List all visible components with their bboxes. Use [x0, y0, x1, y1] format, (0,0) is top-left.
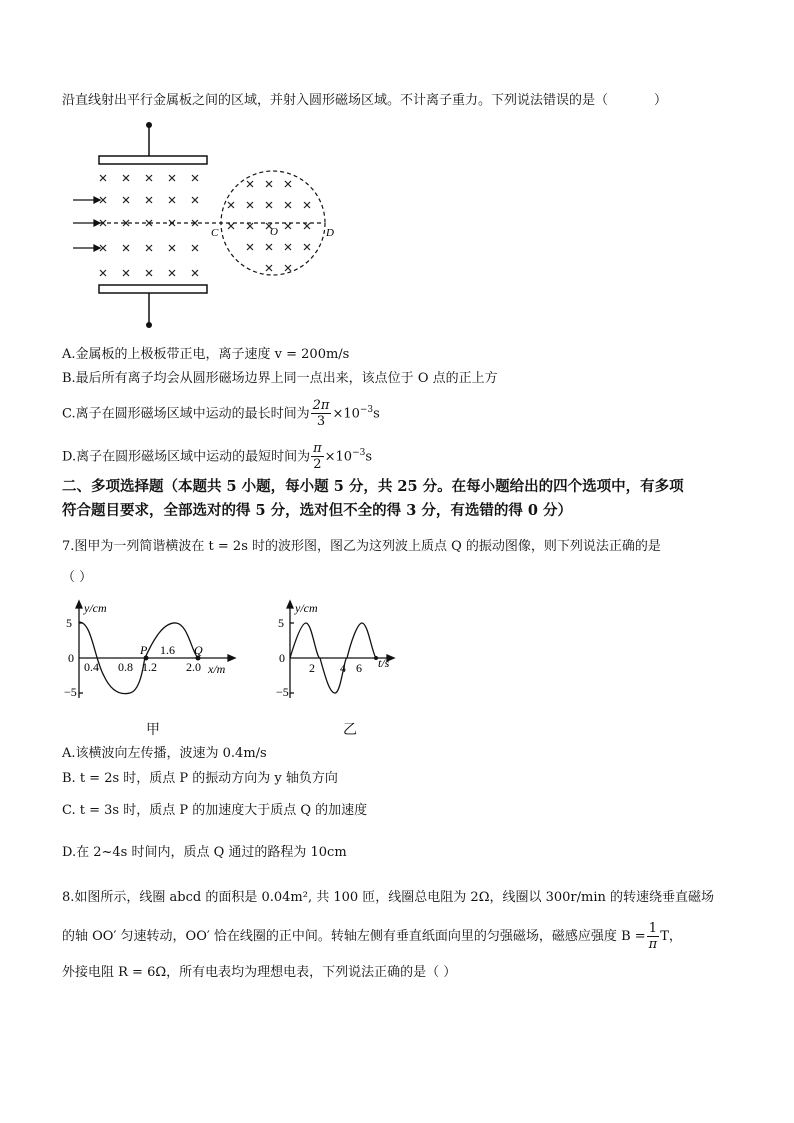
q8-line-2: 的轴 OO′ 匀速转动，OO′ 恰在线圈的正中间。转轴左侧有垂直纸面向里的匀强磁场，磁感应强度 B = $\frac{1}{\pi}$ T， — [62, 921, 682, 952]
q7-option-c: C. t = 3s 时，质点 P 的加速度大于质点 Q 的加速度 — [62, 803, 368, 818]
svg-text:1.6: 1.6 — [160, 643, 175, 657]
q6-option-b: B.最后所有离子均会从圆形磁场边界上同一点出来，该点位于 O 点的正上方 — [62, 371, 498, 386]
q7-option-d: D.在 2~4s 时间内，质点 Q 通过的路程为 10cm — [62, 845, 347, 860]
fraction: $\frac{2\pi}{3}$ — [312, 398, 330, 430]
svg-text:5: 5 — [66, 616, 72, 630]
q6-stem: 沿直线射出平行金属板之间的区域，并射入圆形磁场区域。不计离子重力。下列说法错误的是（ ） — [62, 93, 668, 108]
svg-text:0: 0 — [279, 651, 285, 665]
svg-text:2.0: 2.0 — [186, 660, 201, 674]
svg-text:x/m: x/m — [208, 662, 226, 676]
svg-text:−5: −5 — [64, 685, 77, 699]
label-o: O — [270, 226, 278, 238]
q7-stem: 7.图甲为一列简谐横波在 t = 2s 时的波形图，图乙为这列波上质点 Q 的振动图像，则下列说法正确的是 — [62, 539, 661, 554]
svg-text:y/cm: y/cm — [84, 601, 107, 615]
svg-text:t/s: t/s — [378, 656, 390, 670]
q8-line-3: 外接电阻 R = 6Ω，所有电表均为理想电表，下列说法正确的是（ ） — [62, 965, 457, 980]
upper-plate — [99, 156, 207, 164]
q6-option-c: C.离子在圆形磁场区域中运动的最长时间为 $\frac{2\pi}{3}$ $\times 10^{-3}s$ — [62, 398, 380, 430]
q6-figure — [68, 118, 348, 333]
label-c: C — [211, 227, 219, 239]
q7-option-a: A.该横波向左传播，波速为 0.4m/s — [62, 746, 267, 761]
fraction: $\frac{1}{\pi}$ — [648, 921, 658, 952]
svg-text:0.4: 0.4 — [84, 660, 99, 674]
q8-line-1: 8.如图所示，线圈 abcd 的面积是 0.04m², 共 100 匝，线圈总电阻为 2Ω，线圈以 300r/min 的转速绕垂直磁场 — [62, 890, 715, 905]
svg-text:P: P — [140, 643, 148, 657]
svg-text:0.8: 0.8 — [118, 660, 133, 674]
label-d: D — [326, 227, 334, 239]
svg-text:4: 4 — [340, 661, 346, 675]
svg-text:y/cm: y/cm — [295, 601, 318, 615]
svg-text:5: 5 — [278, 616, 284, 630]
svg-text:6: 6 — [356, 661, 362, 675]
svg-text:−5: −5 — [276, 685, 289, 699]
graph-yi — [276, 598, 406, 703]
q6-option-d: D.离子在圆形磁场区域中运动的最短时间为 $\frac{\pi}{2}$ $\times 10^{-3}s$ — [62, 441, 373, 473]
section-title-cont: 符合题目要求，全部选对的得 5 分，选对但不全的得 3 分，有选错的得 0 分） — [62, 502, 573, 519]
caption-yi: 乙 — [343, 722, 357, 738]
svg-text:0: 0 — [68, 651, 74, 665]
lower-plate — [99, 285, 207, 293]
caption-jia: 甲 — [146, 722, 160, 738]
fraction: $\frac{\pi}{2}$ — [313, 441, 322, 473]
q6-option-a: A.金属板的上极板带正电，离子速度 v = 200m/s — [62, 347, 350, 362]
svg-text:2: 2 — [309, 661, 315, 675]
q7-option-b: B. t = 2s 时，质点 P 的振动方向为 y 轴负方向 — [62, 771, 338, 786]
section-title: 二、多项选择题（本题共 5 小题，每小题 5 分，共 25 分。在每小题给出的四个选项中，有多项 — [62, 478, 684, 495]
svg-text:Q: Q — [194, 643, 203, 657]
graph-jia — [64, 598, 244, 703]
svg-text:1.2: 1.2 — [142, 660, 157, 674]
q7-paren: （ ） — [62, 570, 93, 585]
